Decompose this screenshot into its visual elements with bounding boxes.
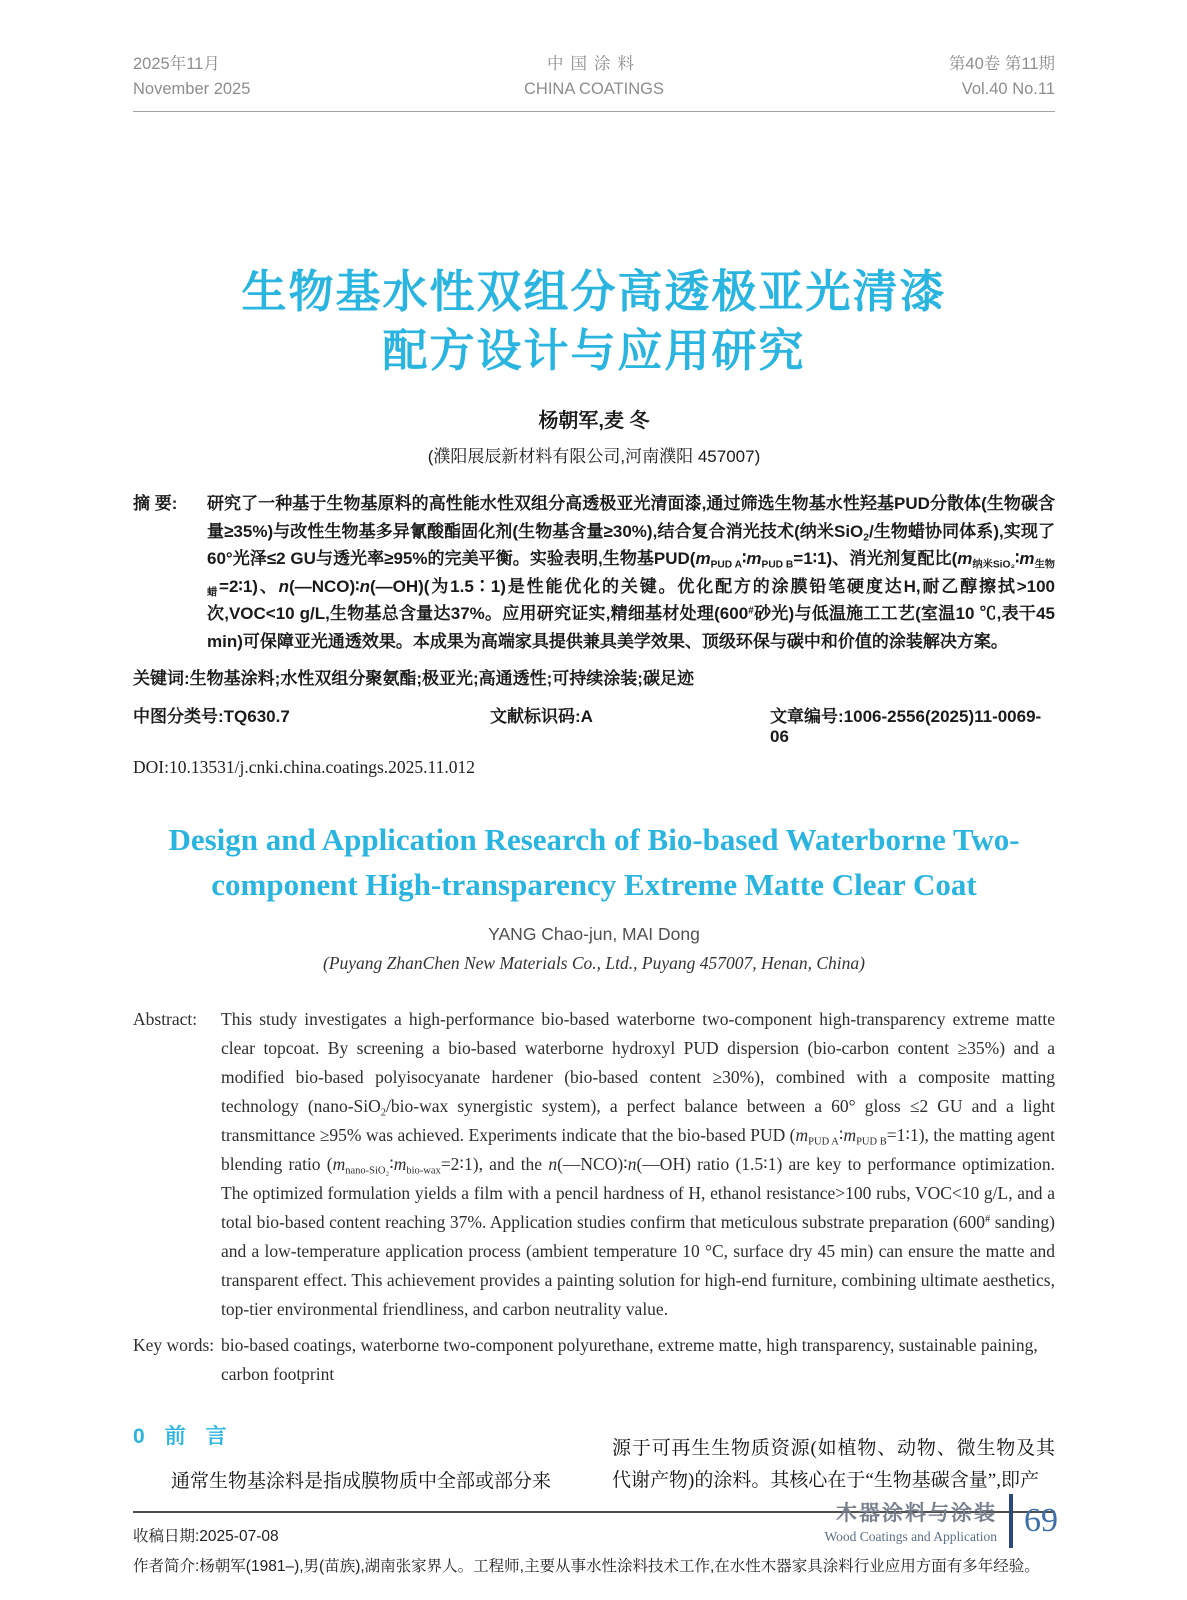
masthead-journal — [413, 52, 775, 102]
footer-divider-bar — [1009, 1494, 1013, 1548]
clc-number: 中图分类号:TQ630.7 — [133, 707, 290, 727]
masthead-date — [133, 52, 413, 102]
footer-column-title-en: Wood Coatings and Application — [824, 1529, 997, 1544]
page-title-cn-line1: 生物基水性双组分高透极亚光清漆 — [241, 265, 947, 317]
footer-page-number: 69 — [1024, 1502, 1058, 1539]
masthead-issue-cn: 第40卷 第11期 — [948, 55, 1055, 73]
page-footer — [824, 1494, 1058, 1548]
authors-en: YANG Chao-jun, MAI Dong — [488, 923, 700, 944]
page-title-cn — [133, 262, 1055, 381]
masthead-date-cn: 2025年11月 — [133, 55, 220, 73]
section-title: 前 言 — [164, 1424, 227, 1448]
document-code: 文献标识码:A — [490, 707, 593, 727]
abstract-en — [133, 1005, 1055, 1324]
affiliation-en: (Puyang ZhanChen New Materials Co., Ltd., Puyang 457007, Henan, China) — [323, 952, 865, 973]
masthead-journal-en: CHINA COATINGS — [524, 79, 664, 98]
masthead — [133, 52, 1055, 102]
keywords-cn: 关键词:生物基涂料;水性双组分聚氨酯;极亚光;高通透性;可持续涂装;碳足迹 — [133, 669, 694, 689]
page-title-cn-line2: 配方设计与应用研究 — [382, 324, 806, 376]
author-bio: 作者简介:杨朝军(1981–),男(苗族),湖南张家界人。工程师,主要从事水性涂料技术工作,在水性木器家具涂料行业应用方面有多年经验。 — [133, 1558, 1040, 1576]
keywords-en-label: Key words: — [133, 1334, 215, 1355]
footer-column-title-cn: 木器涂料与涂装 — [836, 1502, 997, 1525]
doi: DOI:10.13531/j.cnki.china.coatings.2025.11.012 — [133, 757, 476, 778]
affiliation-cn: (濮阳展辰新材料有限公司,河南濮阳 457007) — [427, 447, 761, 467]
intro-paragraph-left: 通常生物基涂料是指成膜物质中全部或部分来 — [171, 1470, 552, 1492]
classification-row — [133, 702, 1055, 747]
introduction-section — [133, 1421, 1055, 1498]
section-number: 0 — [133, 1424, 145, 1448]
masthead-divider — [133, 111, 1055, 112]
keywords-en-text: bio-based coatings, waterborne two-component polyurethane, extreme matte, high transparency, sustainable paining, carbon footprint — [221, 1334, 1038, 1384]
article-id: 文章编号:1006-2556(2025)11-0069-06 — [770, 707, 1042, 747]
masthead-issue — [775, 52, 1055, 102]
intro-column-right: 源于可再生生物质资源(如植物、动物、微生物及其代谢产物)的涂料。其核心在于“生物基碳含量”,即产 — [612, 1437, 1055, 1491]
abstract-en-text: This study investigates a high-performance bio-based waterborne two-component high-transparency extreme matte clear topcoat. By screening a bio-based waterborne hydroxyl PUD dispersion (bio-carbon content ≥35%) and a modified bio-based polyisocyanate hardener (bio-based content ≥30%), combined with a composite matting technology (nano-SiO$_2$/bio-wax synergistic system), a perfect balance between a 60° gloss ≤2 GU and a light transmittance ≥95% was achieved. Experiments indicate that the bio-based PUD $(m_{PUD A}∶m_{PUD B}=1∶1)$, the matting agent blending ratio $(m_{nano-SiO_2}∶m_{bio-wax}=2∶1)$, and the n(—NCO)∶n(—OH) ratio (1.5∶1) are key to performance optimization. The optimized formulation yields a film with a pencil hardness of H, ethanol resistance>100 rubs, VOC<10 g/L, and a total bio-based content reaching 37%. Application studies confirm that meticulous substrate preparation (600# sanding) and a low-temperature application process (ambient temperature 10 °C, surface dry 45 min) can ensure the matte and transparent effect. This achievement provides a painting solution for high-end furniture, combining ultimate aesthetics, top-tier environmental friendliness, and carbon neutrality value. — [221, 1008, 1056, 1319]
received-date: 收稿日期:2025-07-08 — [133, 1527, 279, 1545]
footer-column-title — [824, 1497, 997, 1545]
abstract-en-label: Abstract: — [133, 1008, 198, 1029]
masthead-journal-cn: 中国涂料 — [547, 55, 641, 73]
section-heading — [133, 1421, 576, 1453]
keywords-en — [133, 1331, 1055, 1389]
abstract-cn-text: 研究了一种基于生物基原料的高性能水性双组分高透极亚光清面漆,通过筛选生物基水性羟基PUD分散体(生物碳含量≥35%)与改性生物基多异氰酸酯固化剂(生物基含量≥30%),结合复合消光技术(纳米SiO$_2$/生物蜡协同体系),实现了60°光泽≤2 GU与透光率≥95%的完美平衡。实验表明,生物基$PUD(m_{PUD A}∶m_{PUD B}=1∶1)$、消光剂复配比$(m_{纳米SiO_2}∶m_{生物蜡}=2∶1)$、n(—NCO)∶n(—OH)(为1.5∶1)是性能优化的关键。优化配方的涂膜铅笔硬度达H,耐乙醇擦拭>100次,VOC<10 g/L,生物基总含量达37%。应用研究证实,精细基材处理(600#砂光)与低温施工工艺(室温10 ℃,表干45 min)可保障亚光通透效果。本成果为高端家具提供兼具美学效果、顶级环保与碳中和价值的涂装解决方案。 — [207, 494, 1056, 651]
authors-cn: 杨朝军,麦 冬 — [538, 410, 650, 433]
masthead-issue-en: Vol.40 No.11 — [961, 79, 1055, 98]
abstract-cn — [133, 490, 1055, 655]
abstract-cn-label: 摘 要: — [133, 494, 178, 514]
intro-column-left — [133, 1421, 576, 1498]
page-title-en: Design and Application Research of Bio-based Waterborne Two-component High-transparency Extreme Matte Clear Coat — [168, 822, 1020, 902]
masthead-date-en: November 2025 — [133, 79, 251, 98]
